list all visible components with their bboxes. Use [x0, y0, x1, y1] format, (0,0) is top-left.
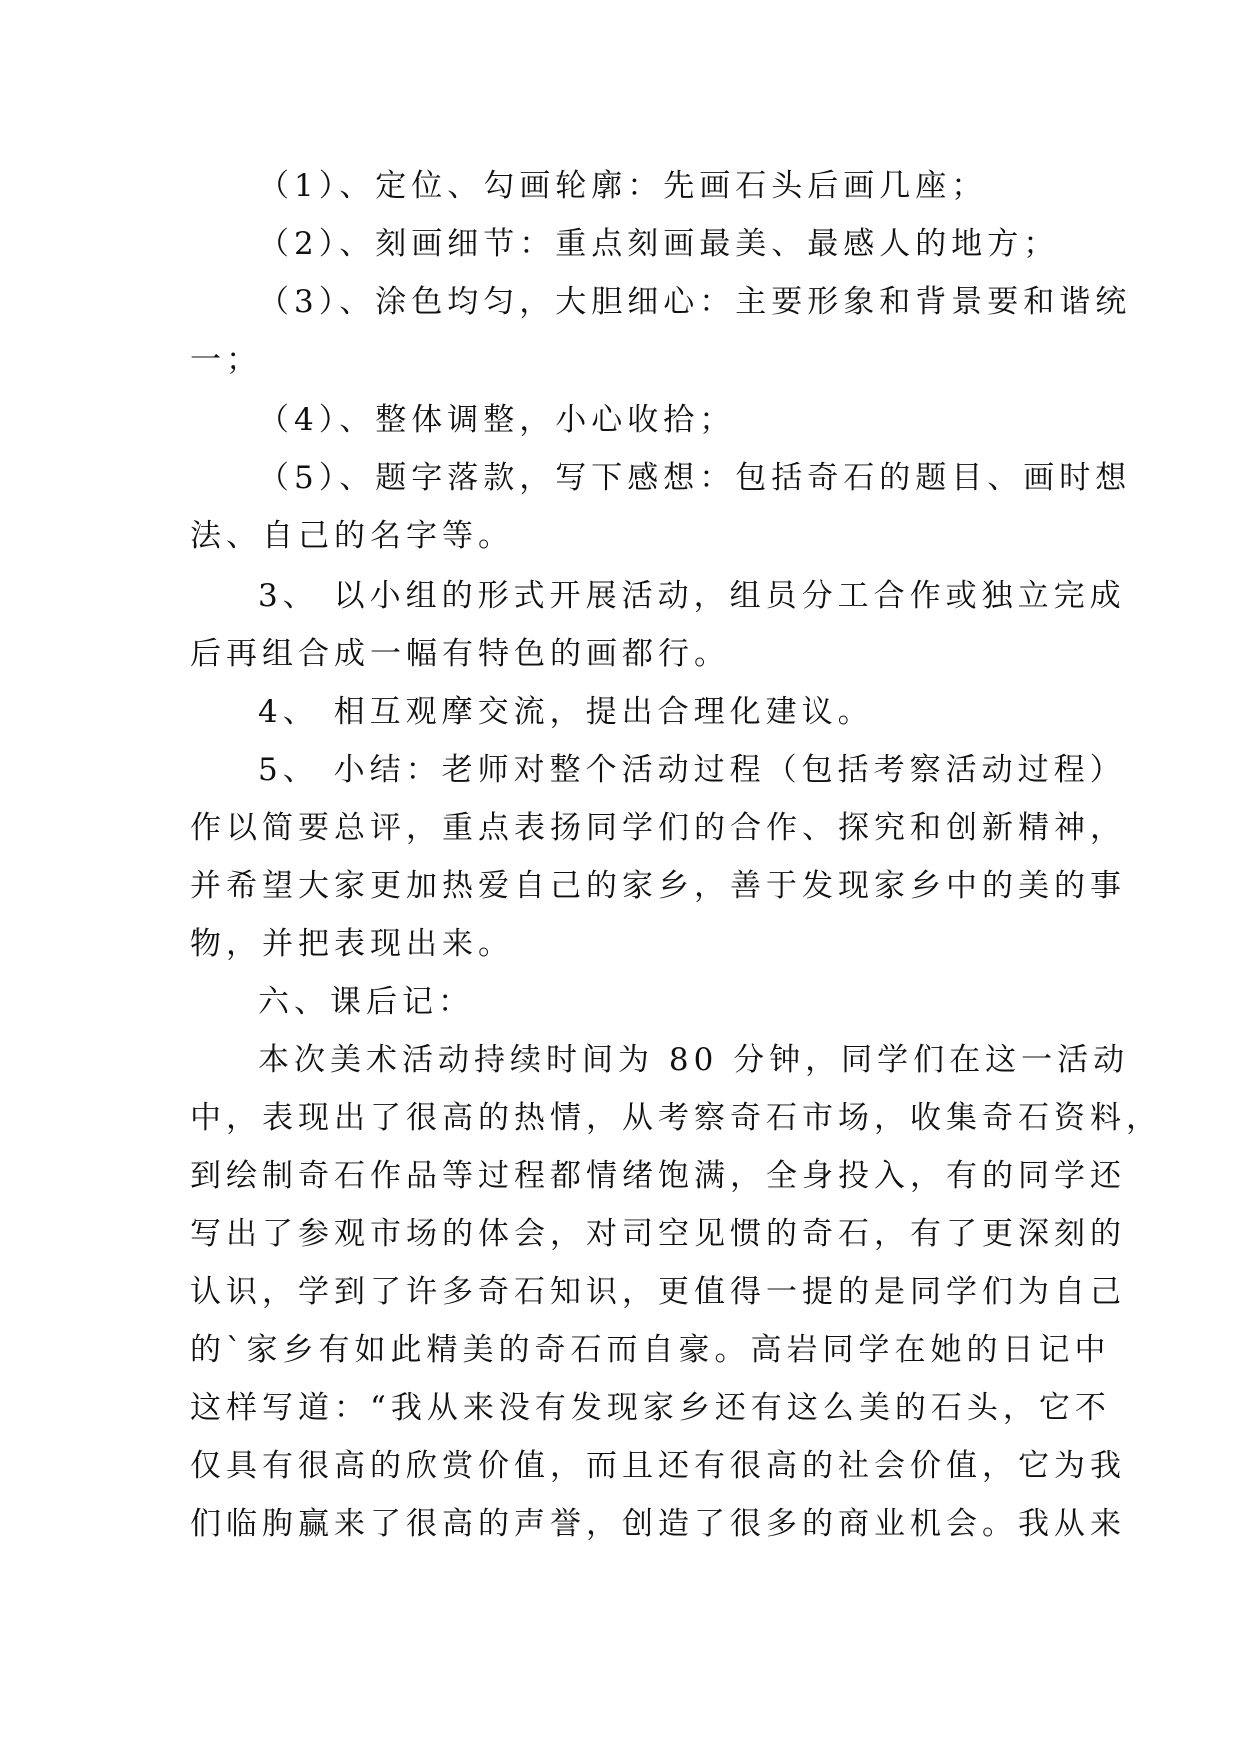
- text-line-5: （4）、整体调整，小心收拾；: [258, 402, 736, 438]
- text-line-4: 一；: [190, 342, 262, 378]
- text-line-22: 这样写道：“我从来没有发现家乡还有这么美的石头，它不: [190, 1390, 1111, 1426]
- text-line-6: （5）、题字落款，写下感想：包括奇石的题目、画时想: [258, 460, 1132, 496]
- text-line-1: （1）、定位、勾画轮廓：先画石头后画几座；: [258, 168, 988, 204]
- text-line-15: 六、课后记：: [258, 984, 474, 1020]
- text-line-8: 3、 以小组的形式开展活动，组员分工合作或独立完成: [258, 578, 1126, 614]
- text-line-23: 仅具有很高的欣赏价值，而且还有很高的社会价值，它为我: [190, 1448, 1126, 1484]
- text-line-13: 并希望大家更加热爱自己的家乡，善于发现家乡中的美的事: [190, 868, 1126, 904]
- text-line-7: 法、自己的名字等。: [190, 518, 514, 554]
- text-line-11: 5、 小结：老师对整个活动过程（包括考察活动过程）: [258, 752, 1126, 788]
- text-line-10: 4、 相互观摩交流，提出合理化建议。: [258, 694, 874, 730]
- text-line-20: 认识，学到了许多奇石知识，更值得一提的是同学们为自己: [190, 1274, 1126, 1310]
- text-line-12: 作以简要总评，重点表扬同学们的合作、探究和创新精神，: [190, 810, 1126, 846]
- text-line-16: 本次美术活动持续时间为 80 分钟，同学们在这一活动: [258, 1042, 1130, 1078]
- text-line-14: 物，并把表现出来。: [190, 926, 514, 962]
- text-line-9: 后再组合成一幅有特色的画都行。: [190, 636, 730, 672]
- text-line-21: 的`家乡有如此精美的奇石而自豪。高岩同学在她的日记中: [190, 1332, 1111, 1368]
- text-line-18: 到绘制奇石作品等过程都情绪饱满，全身投入，有的同学还: [190, 1158, 1126, 1194]
- text-line-17: 中，表现出了很高的热情，从考察奇石市场，收集奇石资料，: [190, 1100, 1162, 1136]
- text-line-3: （3）、涂色均匀，大胆细心：主要形象和背景要和谐统: [258, 284, 1132, 320]
- text-line-19: 写出了参观市场的体会，对司空见惯的奇石，有了更深刻的: [190, 1216, 1126, 1252]
- text-line-2: （2）、刻画细节：重点刻画最美、最感人的地方；: [258, 226, 1060, 262]
- text-line-24: 们临朐赢来了很高的声誉，创造了很多的商业机会。我从来: [190, 1506, 1126, 1542]
